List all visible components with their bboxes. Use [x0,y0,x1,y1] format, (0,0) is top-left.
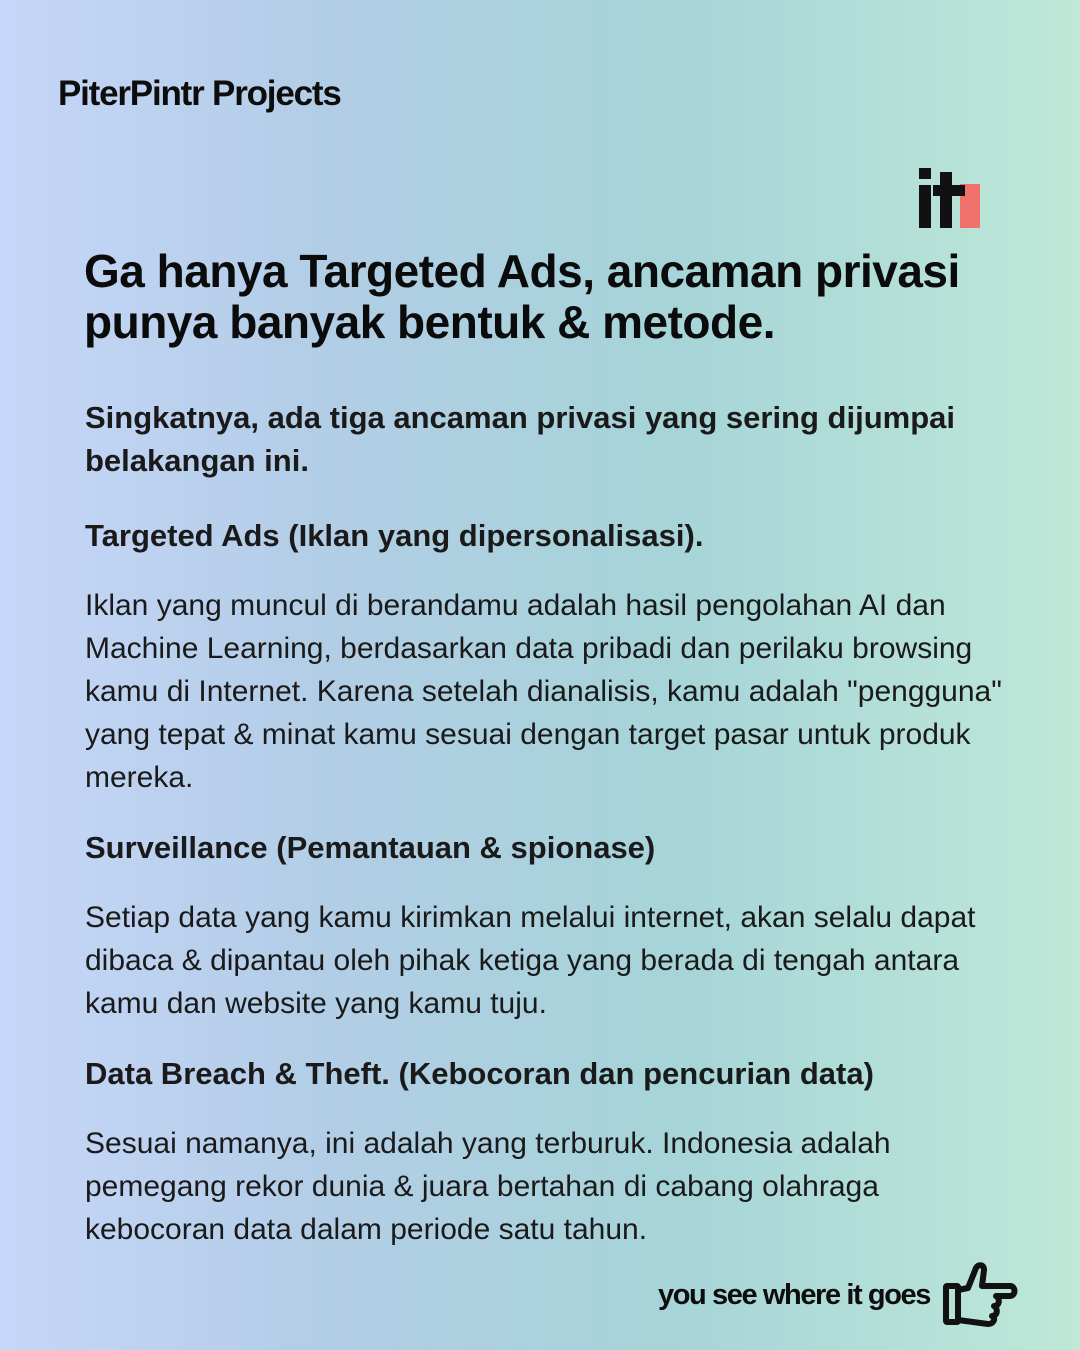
footer [658,1262,1020,1328]
brand-title: PiterPintr Projects [58,74,341,113]
intro-paragraph: Singkatnya, ada tiga ancaman privasi yang sering dijumpai belakangan ini. [85,400,955,478]
threat-body-targeted-ads: Iklan yang muncul di berandamu adalah hasil pengolahan AI dan Machine Learning, berdasarkan data pribadi dan perilaku browsing kamu di Internet. Karena setelah dianalisis, kamu adalah "pengguna" yang tepat & minat kamu sesuai dengan target pasar untuk produk mereka. [85,589,1002,794]
threat-body-data-breach: Sesuai namanya, ini adalah yang terburuk. Indonesia adalah pemegang rekor dunia & juara bertahan di cabang olahraga kebocoran data dalam periode satu tahun. [85,1127,891,1246]
footer-tagline: you see where it goes [658,1278,930,1311]
pointing-hand-icon [942,1262,1020,1328]
threat-body-surveillance: Setiap data yang kamu kirimkan melalui internet, akan selalu dapat dibaca & dipantau oleh pihak ketiga yang berada di tengah antara kamu dan website yang kamu tuju. [85,901,976,1020]
it-logo [916,168,984,230]
threat-title-targeted-ads: Targeted Ads (Iklan yang dipersonalisasi). [85,518,704,553]
threat-title-data-breach: Data Breach & Theft. (Kebocoran dan pencurian data) [85,1056,874,1091]
threat-title-surveillance: Surveillance (Pemantauan & spionase) [85,830,656,865]
article-body [85,396,1010,1278]
page-headline: Ga hanya Targeted Ads, ancaman privasi punya banyak bentuk & metode. [84,245,960,348]
